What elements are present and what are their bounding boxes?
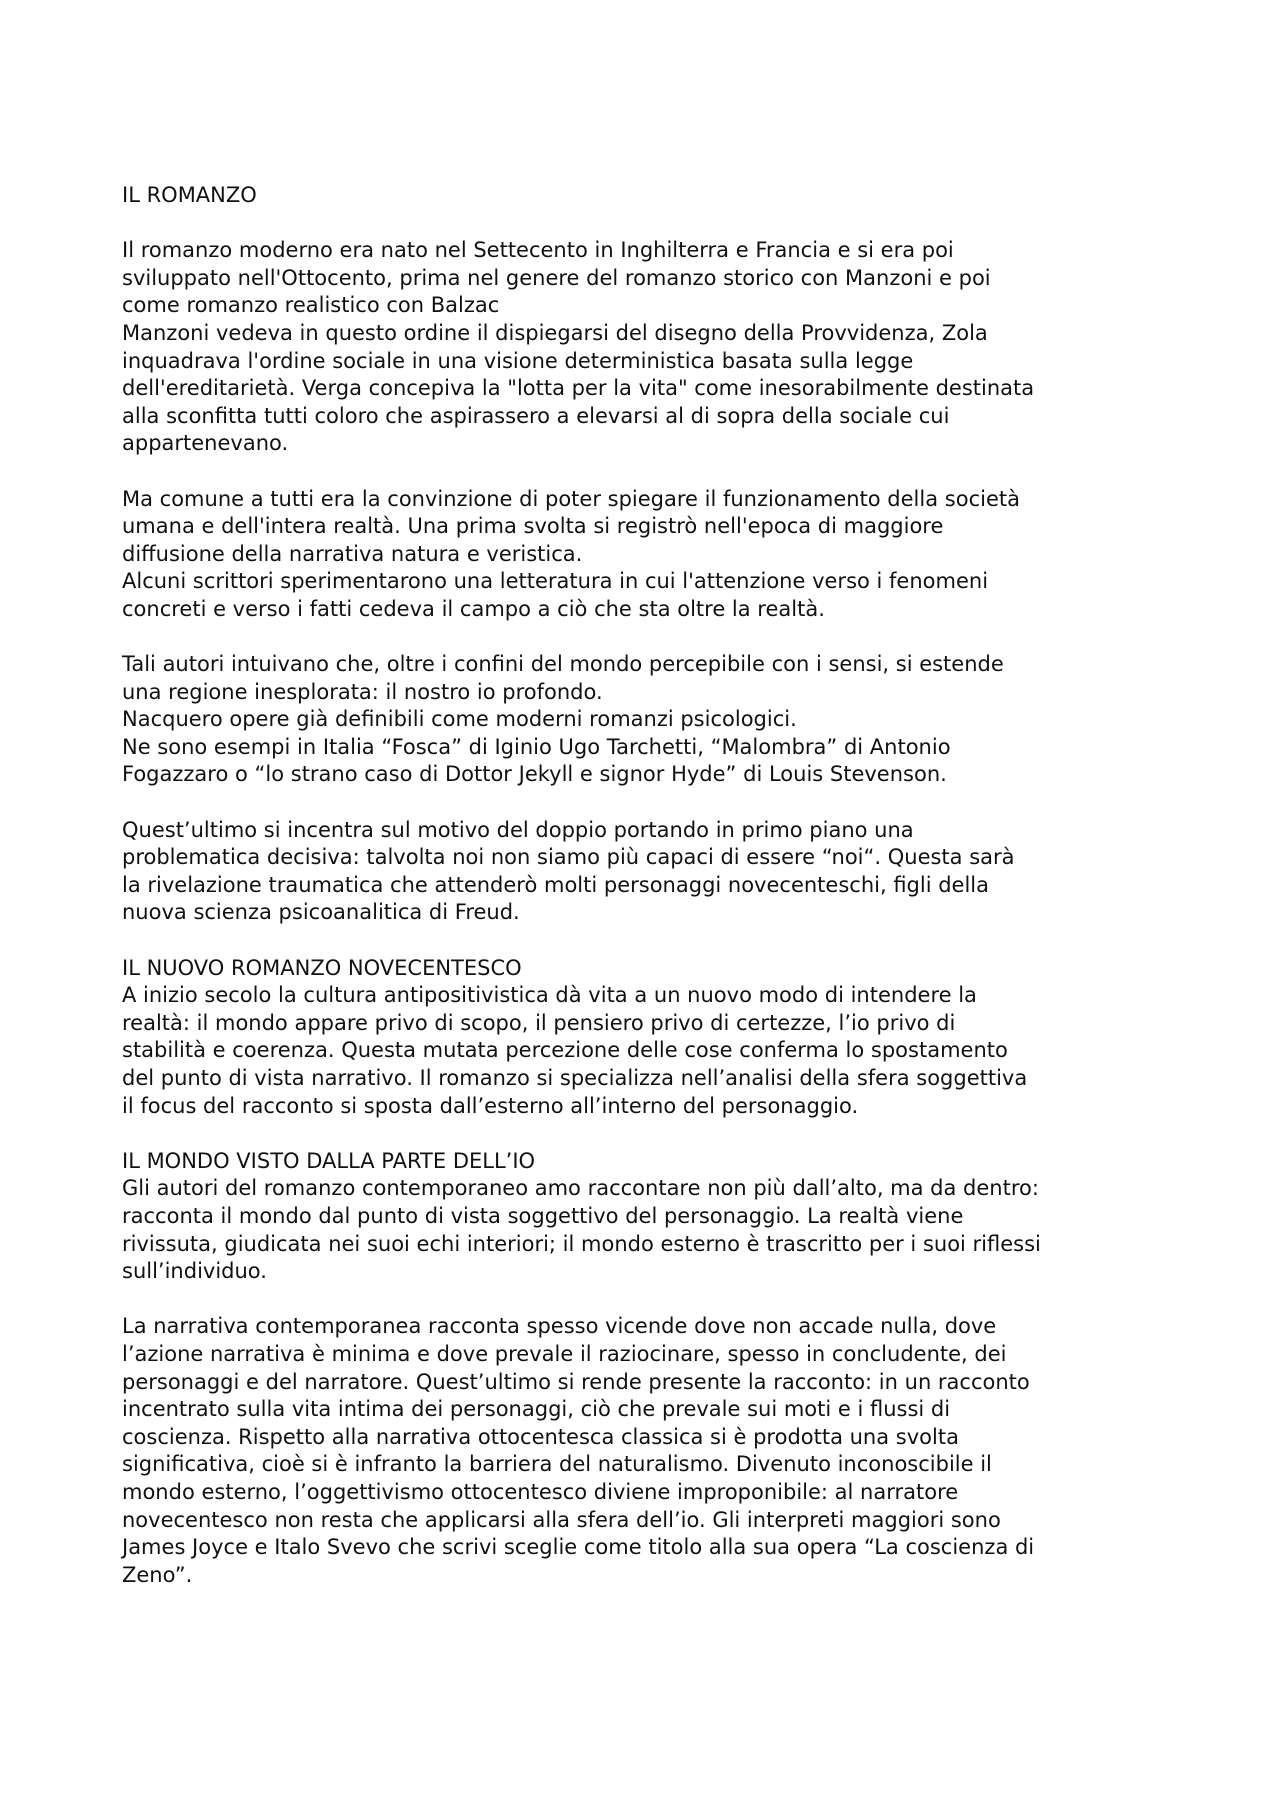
paragraph-gap	[122, 789, 1182, 817]
text-line: significativa, cioè si è infranto la barriera del naturalismo. Divenuto inconoscibile il	[122, 1452, 992, 1477]
paragraph-gap	[122, 1120, 1182, 1148]
text-line: personaggi e del narratore. Quest’ultimo si rende presente la racconto: in un racconto	[122, 1369, 1030, 1394]
text-line: il focus del racconto si sposta dall’esterno all’interno del personaggio.	[122, 1093, 859, 1118]
text-line: inquadrava l'ordine sociale in una visione deterministica basata sulla legge	[122, 348, 914, 373]
section-heading: IL NUOVO ROMANZO NOVECENTESCO	[122, 955, 522, 980]
text-line: La narrativa contemporanea racconta spesso vicende dove non accade nulla, dove	[122, 1314, 997, 1339]
text-line: Ma comune a tutti era la convinzione di poter spiegare il funzionamento della società	[122, 486, 1020, 511]
text-line: una regione inesplorata: il nostro io profondo.	[122, 679, 603, 704]
paragraph-doppio	[122, 817, 1182, 927]
text-line: mondo esterno, l’oggettivismo ottocentesco diviene improponibile: al narratore	[122, 1479, 959, 1504]
text-line: appartenevano.	[122, 431, 289, 456]
paragraph-gap	[122, 210, 1182, 238]
text-line: dell'ereditarietà. Verga concepiva la "lotta per la vita" come inesorabilmente destinata	[122, 376, 1035, 401]
paragraph-gap	[122, 927, 1182, 955]
text-line: sviluppato nell'Ottocento, prima nel genere del romanzo storico con Manzoni e poi	[122, 265, 991, 290]
text-line: IL ROMANZO	[122, 183, 257, 207]
text-line: Zeno”.	[122, 1562, 193, 1587]
text-line: Alcuni scrittori sperimentarono una letteratura in cui l'attenzione verso i fenomeni	[122, 569, 989, 594]
text-line: James Joyce e Italo Svevo che scrivi sceglie come titolo alla sua opera “La coscienza di	[122, 1535, 1035, 1560]
text-line: Gli autori del romanzo contemporaneo amo raccontare non più dall’alto, ma da dentro:	[122, 1176, 1039, 1201]
paragraph-convinzione	[122, 486, 1182, 624]
text-line: realtà: il mondo appare privo di scopo, il pensiero privo di certezze, l’io privo di	[122, 1010, 956, 1035]
title-il-romanzo	[122, 182, 1182, 210]
text-line: Ne sono esempi in Italia “Fosca” di Iginio Ugo Tarchetti, “Malombra” di Antonio	[122, 734, 951, 759]
text-line: Il romanzo moderno era nato nel Settecento in Inghilterra e Francia e si era poi	[122, 238, 954, 263]
text-line: sull’individuo.	[122, 1259, 267, 1284]
paragraph-gap	[122, 458, 1182, 486]
text-line: concreti e verso i fatti cedeva il campo a ciò che sta oltre la realtà.	[122, 596, 825, 621]
paragraph-io-profondo	[122, 651, 1182, 789]
text-line: umana e dell'intera realtà. Una prima svolta si registrò nell'epoca di maggiore	[122, 514, 944, 539]
text-line: Nacquero opere già definibili come moderni romanzi psicologici.	[122, 707, 797, 732]
section-nuovo-romanzo	[122, 955, 1182, 1121]
section-heading: IL MONDO VISTO DALLA PARTE DELL’IO	[122, 1148, 536, 1173]
text-line: la rivelazione traumatica che attenderò molti personaggi novecenteschi, figli della	[122, 872, 990, 897]
text-line: Quest’ultimo si incentra sul motivo del doppio portando in primo piano una	[122, 817, 914, 842]
section-mondo-visto	[122, 1148, 1182, 1286]
text-line: incentrato sulla vita intima dei personaggi, ciò che prevale sui moti e i flussi di	[122, 1397, 951, 1422]
text-line: l’azione narrativa è minima e dove prevale il raziocinare, spesso in concludente, dei	[122, 1341, 1007, 1366]
text-line: Manzoni vedeva in questo ordine il dispiegarsi del disegno della Provvidenza, Zola	[122, 320, 988, 345]
document-page	[122, 182, 1182, 1589]
text-line: alla sconfitta tutti coloro che aspirassero a elevarsi al di sopra della sociale cui	[122, 403, 950, 428]
text-line: nuova scienza psicoanalitica di Freud.	[122, 900, 520, 925]
paragraph-narrativa-contemporanea	[122, 1313, 1182, 1589]
paragraph-gap	[122, 624, 1182, 652]
text-line: diffusione della narrativa natura e veristica.	[122, 541, 583, 566]
text-line: problematica decisiva: talvolta noi non siamo più capaci di essere “noi“. Questa sarà	[122, 845, 1015, 870]
text-line: Fogazzaro o “lo strano caso di Dottor Jekyll e signor Hyde” di Louis Stevenson.	[122, 762, 947, 787]
text-line: racconta il mondo dal punto di vista soggettivo del personaggio. La realtà viene	[122, 1203, 964, 1228]
paragraph-romanzo-moderno	[122, 237, 1182, 458]
text-line: Tali autori intuivano che, oltre i confini del mondo percepibile con i sensi, si estende	[122, 652, 1004, 677]
paragraph-gap	[122, 1286, 1182, 1314]
text-line: A inizio secolo la cultura antipositivistica dà vita a un nuovo modo di intendere la	[122, 983, 977, 1008]
text-line: coscienza. Rispetto alla narrativa ottocentesca classica si è prodotta una svolta	[122, 1424, 959, 1449]
text-line: come romanzo realistico con Balzac	[122, 293, 500, 318]
text-line: del punto di vista narrativo. Il romanzo si specializza nell’analisi della sfera soggettiva	[122, 1066, 1028, 1090]
text-line: rivissuta, giudicata nei suoi echi interiori; il mondo esterno è trascritto per i suoi riflessi	[122, 1231, 1041, 1256]
text-line: novecentesco non resta che applicarsi alla sfera dell’io. Gli interpreti maggiori sono	[122, 1507, 1001, 1532]
text-line: stabilità e coerenza. Questa mutata percezione delle cose conferma lo spostamento	[122, 1038, 1008, 1063]
